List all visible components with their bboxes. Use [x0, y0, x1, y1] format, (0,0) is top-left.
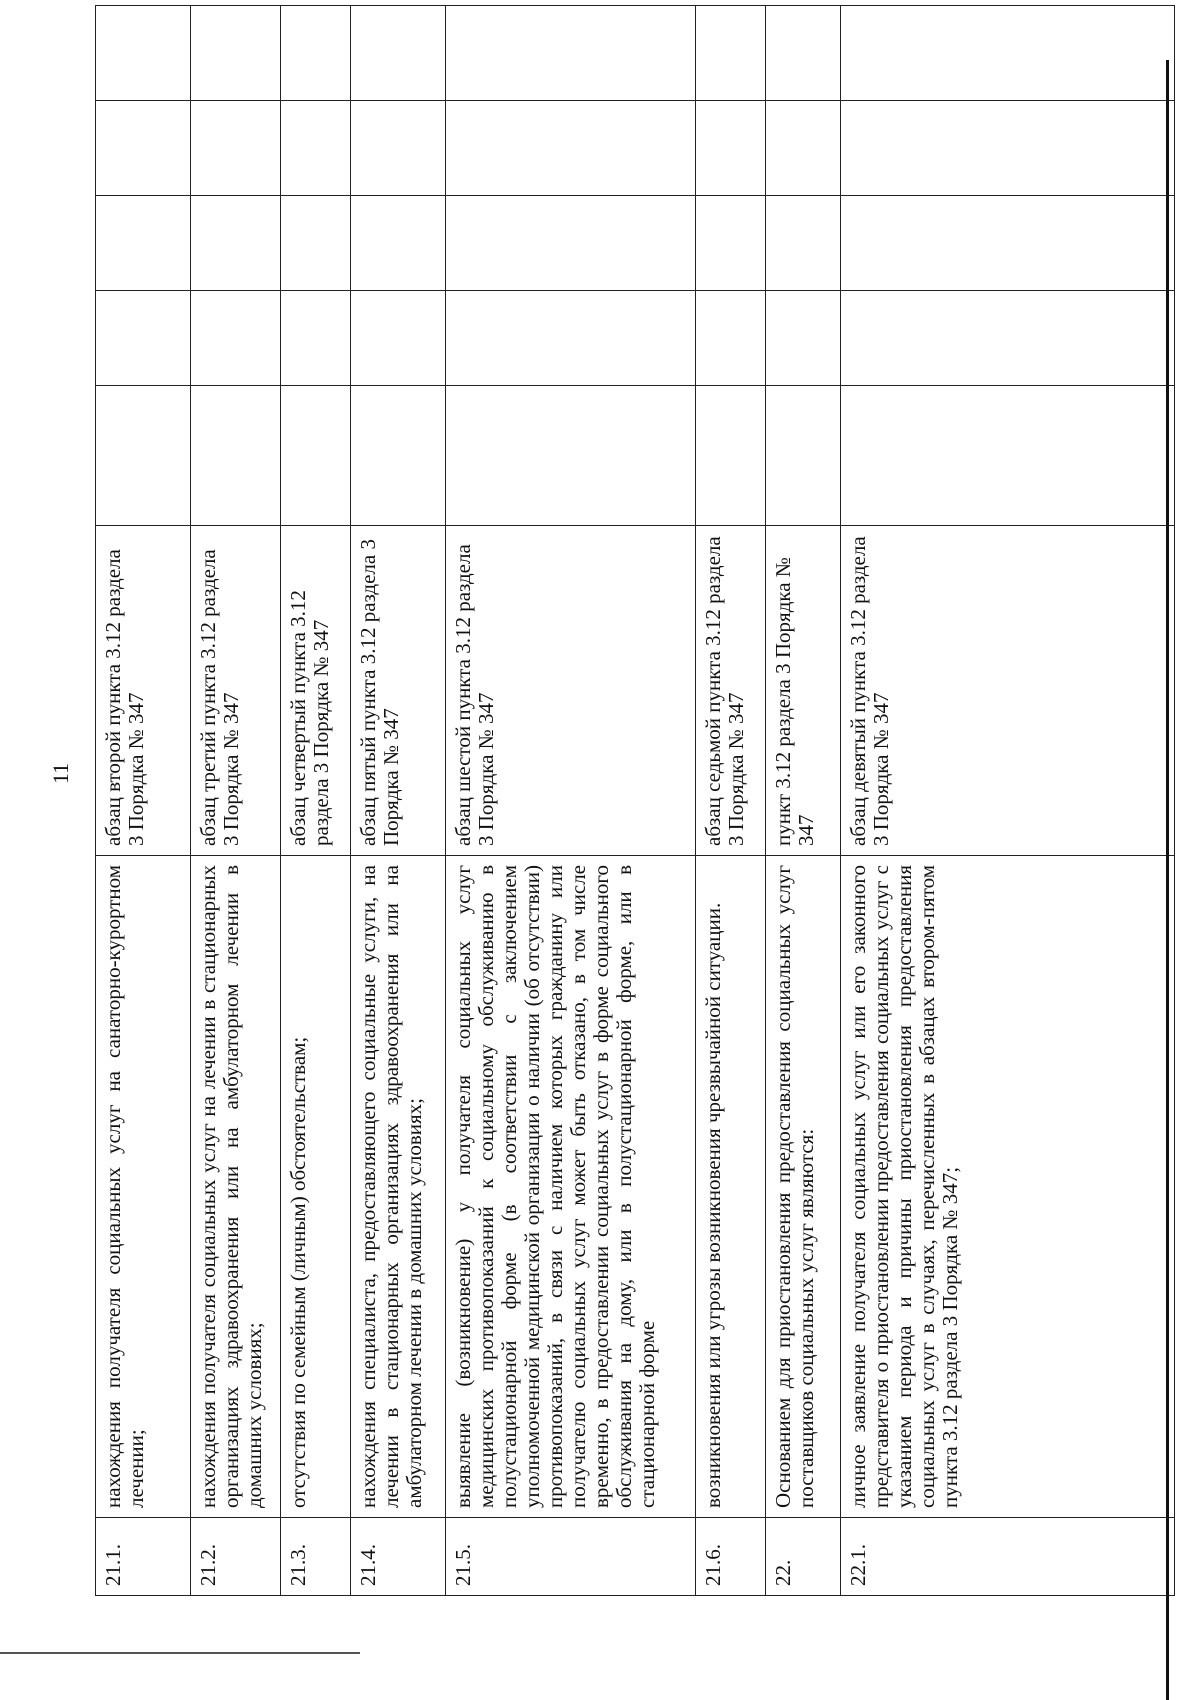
empty-cell	[696, 196, 766, 291]
row-description: выявление (возникновение) у получателя социальных услуг медицинских противопоказаний к социальному обслуживанию в полустационарной форме (в соответствии с заключением уполномоченной медицинской организации о наличии (об отсутствии) противопоказаний, в связи с наличием которых гражданину или получателю социальных услуг может быть отказано, в том числе временно, в предоставлении социальных услуг в форме социального обслуживания на дому, или в полустационарной форме, или в стационарной форме	[446, 856, 696, 1518]
row-reference: абзац второй пункта 3.12 раздела 3 Порядка № 347	[96, 526, 191, 856]
empty-cell	[281, 386, 351, 526]
table-row	[766, 6, 841, 1596]
empty-cell	[446, 386, 696, 526]
empty-cell	[96, 386, 191, 526]
table-row	[96, 6, 191, 1596]
empty-cell	[96, 6, 191, 101]
empty-cell	[841, 386, 1175, 526]
row-number: 21.4.	[351, 1518, 446, 1596]
empty-cell	[696, 291, 766, 386]
empty-cell	[281, 291, 351, 386]
empty-cell	[841, 101, 1175, 196]
page-number: 11	[48, 762, 73, 784]
empty-cell	[446, 291, 696, 386]
row-reference: пункт 3.12 раздела 3 Порядка № 347	[766, 526, 841, 856]
empty-cell	[96, 291, 191, 386]
table-row	[841, 6, 1175, 1596]
row-description: нахождения специалиста, предоставляющего социальные услуги, на лечении в стационарных организациях здравоохранения или на амбулаторном лечении в домашних условиях;	[351, 856, 446, 1518]
empty-cell	[446, 6, 696, 101]
table-row	[281, 6, 351, 1596]
empty-cell	[191, 101, 281, 196]
empty-cell	[281, 6, 351, 101]
row-description: нахождения получателя социальных услуг на санаторно-курортном лечении;	[96, 856, 191, 1518]
row-description: нахождения получателя социальных услуг на лечении в стационарных организациях здравоохранения или на амбулаторном лечении в домашних условиях;	[191, 856, 281, 1518]
requirements-table	[95, 5, 1175, 1596]
empty-cell	[766, 386, 841, 526]
row-number: 21.3.	[281, 1518, 351, 1596]
empty-cell	[446, 101, 696, 196]
empty-cell	[766, 6, 841, 101]
row-number: 21.6.	[696, 1518, 766, 1596]
row-description: отсутствия по семейным (личным) обстоятельствам;	[281, 856, 351, 1518]
empty-cell	[281, 101, 351, 196]
row-description: возникновения или угрозы возникновения чрезвычайной ситуации.	[696, 856, 766, 1518]
table-row	[191, 6, 281, 1596]
row-reference: абзац седьмой пункта 3.12 раздела 3 Порядка № 347	[696, 526, 766, 856]
empty-cell	[351, 6, 446, 101]
empty-cell	[841, 291, 1175, 386]
row-number: 22.	[766, 1518, 841, 1596]
empty-cell	[766, 291, 841, 386]
row-description: личное заявление получателя социальных услуг или его законного представителя о приостановлении предоставления социальных услуг с указанием периода и причины приостановления предоставления социальных услуг в случаях, перечисленных в абзацах втором-пятом пункта 3.12 раздела 3 Порядка № 347;	[841, 856, 1175, 1518]
empty-cell	[696, 386, 766, 526]
empty-cell	[351, 101, 446, 196]
scan-edge-line	[1166, 60, 1169, 1700]
row-number: 21.2.	[191, 1518, 281, 1596]
row-number: 21.5.	[446, 1518, 696, 1596]
empty-cell	[841, 6, 1175, 101]
empty-cell	[696, 6, 766, 101]
row-description: Основанием для приостановления предоставления социальных услуг поставщиков социальных услуг являются:	[766, 856, 841, 1518]
empty-cell	[696, 101, 766, 196]
row-reference: абзац третий пункта 3.12 раздела 3 Порядка № 347	[191, 526, 281, 856]
table-row	[446, 6, 696, 1596]
row-reference: абзац девятый пункта 3.12 раздела 3 Порядка № 347	[841, 526, 1175, 856]
empty-cell	[446, 196, 696, 291]
empty-cell	[96, 101, 191, 196]
empty-cell	[351, 291, 446, 386]
table-row	[696, 6, 766, 1596]
empty-cell	[351, 196, 446, 291]
empty-cell	[191, 386, 281, 526]
empty-cell	[766, 101, 841, 196]
empty-cell	[766, 196, 841, 291]
row-reference: абзац шестой пункта 3.12 раздела 3 Порядка № 347	[446, 526, 696, 856]
empty-cell	[191, 291, 281, 386]
row-number: 22.1.	[841, 1518, 1175, 1596]
requirements-table-wrapper	[95, 6, 1175, 1596]
row-reference: абзац четвертый пункта 3.12 раздела 3 Порядка № 347	[281, 526, 351, 856]
table-row	[351, 6, 446, 1596]
row-reference: абзац пятый пункта 3.12 раздела 3 Порядка № 347	[351, 526, 446, 856]
empty-cell	[281, 196, 351, 291]
empty-cell	[191, 196, 281, 291]
empty-cell	[351, 386, 446, 526]
empty-cell	[841, 196, 1175, 291]
empty-cell	[96, 196, 191, 291]
scan-bottom-line	[0, 1652, 360, 1654]
empty-cell	[191, 6, 281, 101]
row-number: 21.1.	[96, 1518, 191, 1596]
